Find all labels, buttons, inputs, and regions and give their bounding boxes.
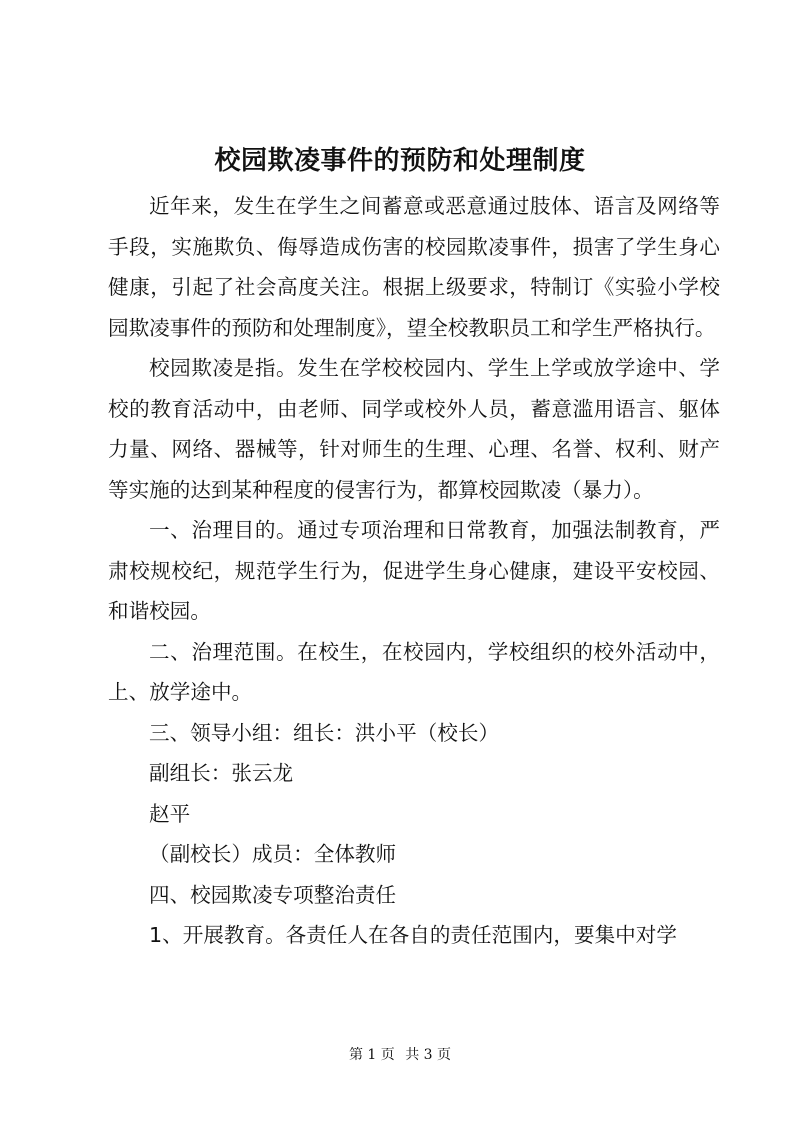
- page-number: 第 1 页: [348, 1047, 395, 1063]
- line-deputy-name: 赵平: [149, 801, 191, 826]
- paragraph-goal: 一、治理目的。通过专项治理和日常教育，加强法制教育，严肃校规校纪，规范学生行为，促进学生身心健康，建设平安校园、和谐校园。: [108, 518, 720, 623]
- paragraph-definition: 校园欺凌是指。发生在学校校园内、学生上学或放学途中、学校的教育活动中，由老师、同学或校外人员，蓄意滥用语言、躯体力量、网络、器械等，针对师生的生理、心理、名誉、权利、财产等实施的达到某种程度的侵害行为，都算校园欺凌（暴力）。: [108, 356, 720, 502]
- line-leadership-group: 三、领导小组：组长：洪小平（校长）: [149, 720, 500, 745]
- paragraph-scope: 二、治理范围。在校生，在校园内，学校组织的校外活动中，上、放学途中。: [108, 639, 720, 704]
- line-members: （副校长）成员：全体教师: [149, 842, 397, 866]
- document-body: [108, 186, 720, 956]
- page-footer: [0, 1045, 800, 1065]
- paragraph-intro: 近年来，发生在学生之间蓄意或恶意通过肢体、语言及网络等手段，实施欺负、侮辱造成伤害的校园欺凌事件，损害了学生身心健康，引起了社会高度关注。根据上级要求，特制订《实验小学校园欺凌事件的预防和处理制度》，望全校教职员工和学生严格执行。: [108, 194, 720, 340]
- line-section-four-heading: 四、校园欺凌专项整治责任: [149, 882, 397, 907]
- document-title: 校园欺凌事件的预防和处理制度: [214, 146, 586, 176]
- page-total: 共 3 页: [405, 1047, 452, 1063]
- line-deputy-leader: 副组长：张云龙: [149, 761, 294, 785]
- paragraph-education: 1、开展教育。各责任人在各自的责任范围内，要集中对学: [149, 923, 677, 947]
